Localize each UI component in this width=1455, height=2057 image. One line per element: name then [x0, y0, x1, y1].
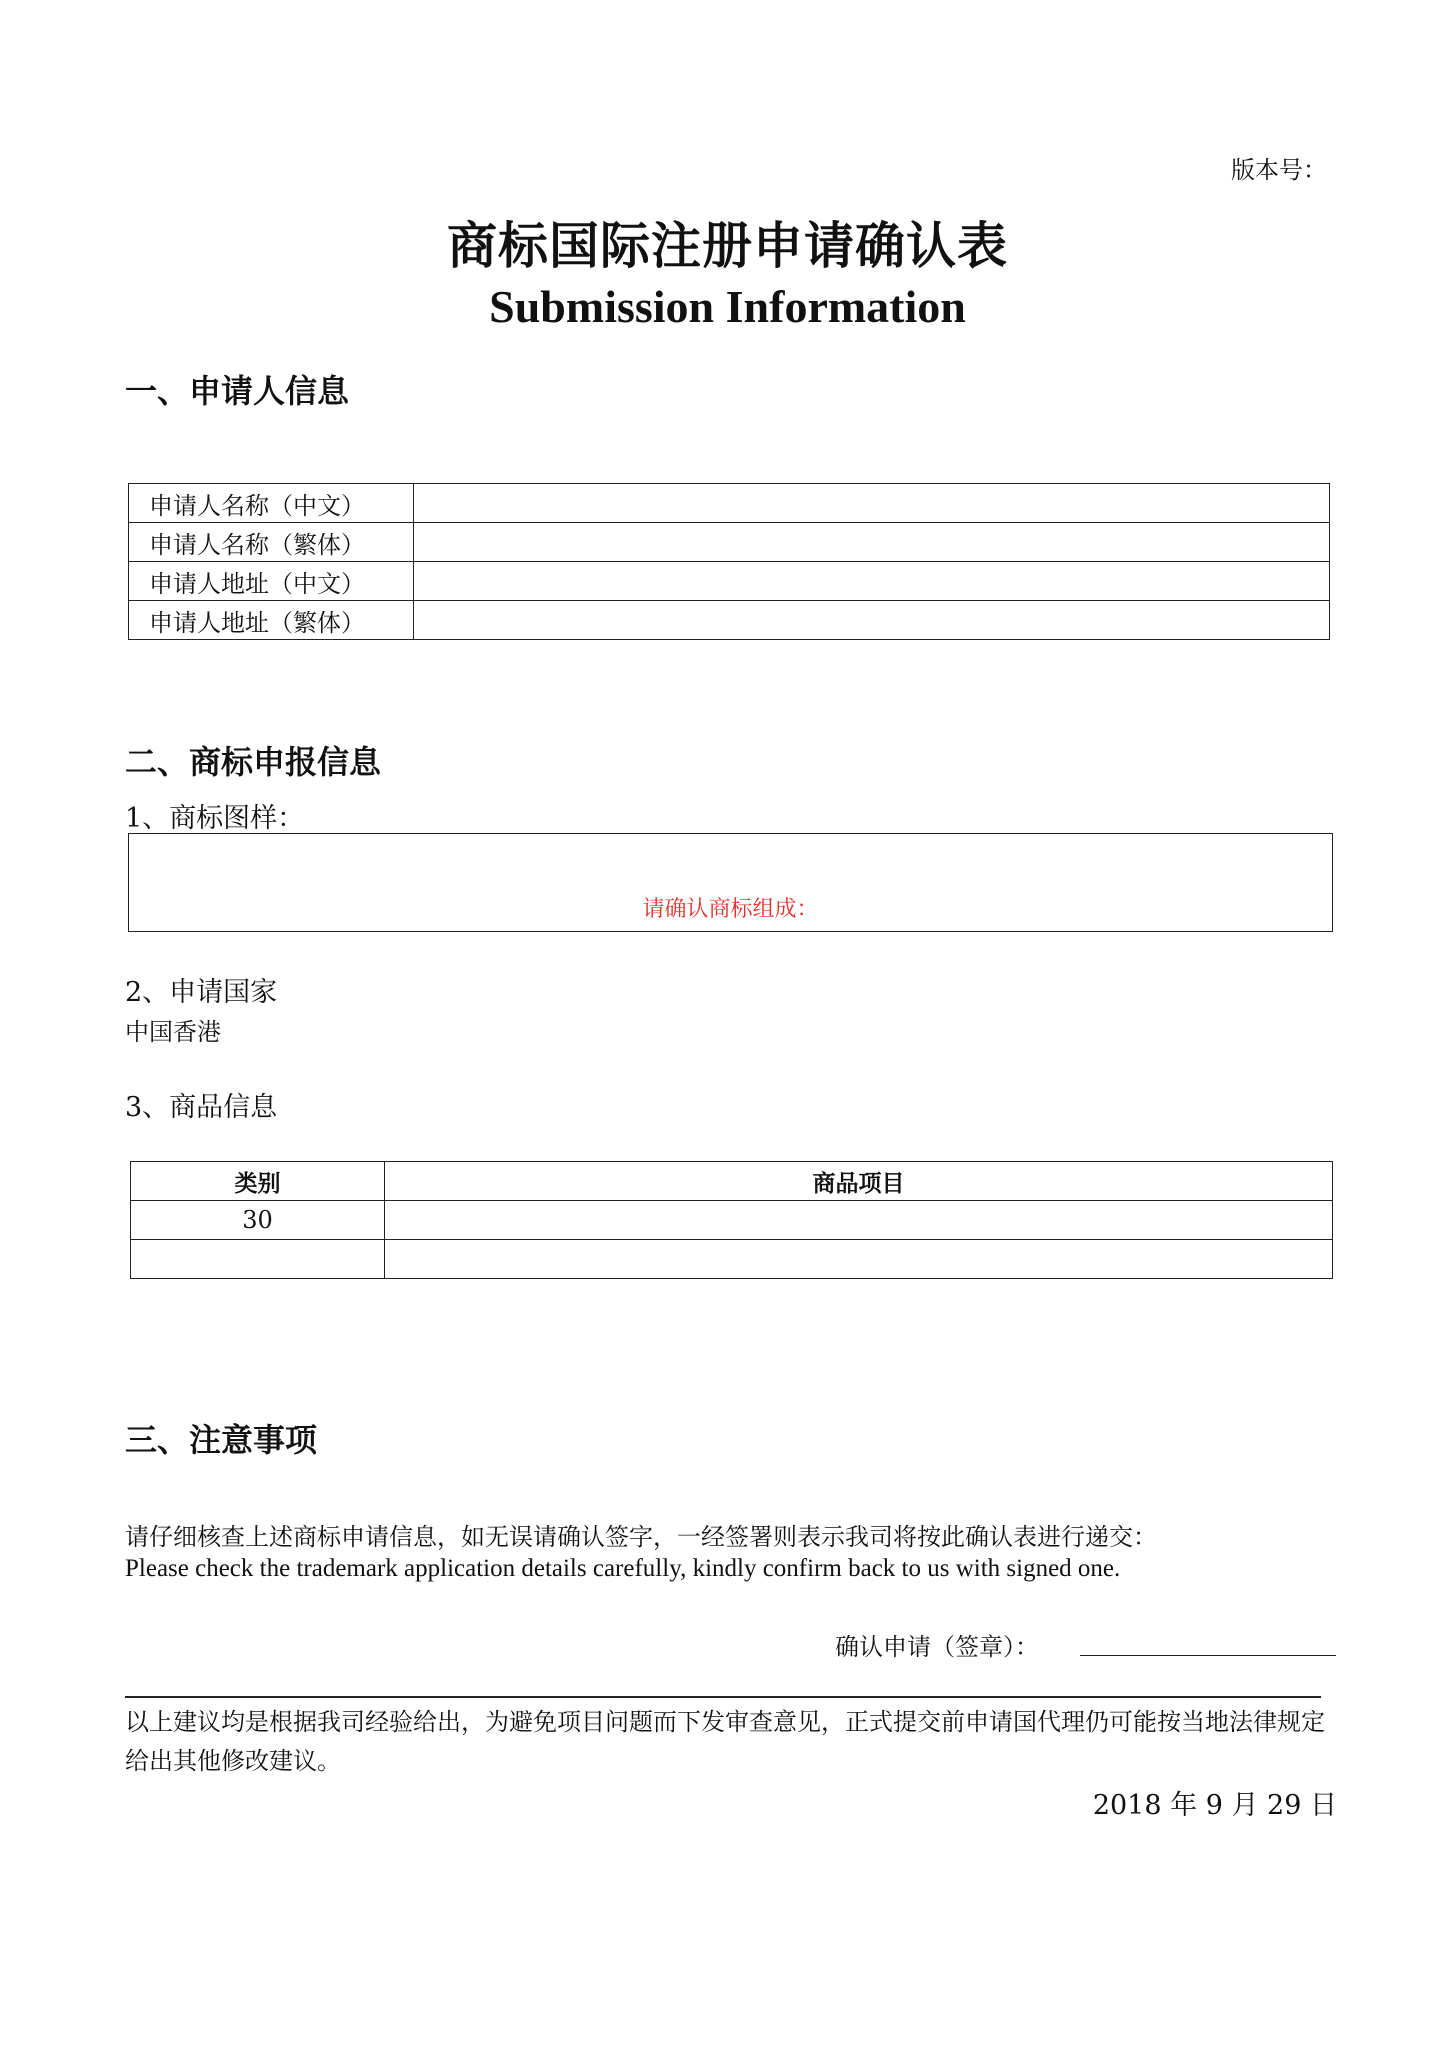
column-header-items: 商品项目 [385, 1162, 1333, 1201]
country-value: 中国香港 [125, 1018, 221, 1046]
goods-label: 3、商品信息 [125, 1092, 278, 1123]
goods-class-cell [131, 1240, 385, 1279]
applicant-name-tc-label: 申请人名称（繁体） [129, 523, 414, 562]
logo-note: 请确认商标组成： [642, 897, 819, 922]
column-header-class: 类别 [131, 1162, 385, 1201]
goods-items-cell [385, 1201, 1333, 1240]
footnote-divider [125, 1696, 1321, 1698]
signature-line [1080, 1655, 1336, 1656]
page-title-en: Submission Information [489, 281, 966, 332]
applicant-table [128, 483, 1330, 640]
notice-en: Please check the trademark application details carefully, kindly confirm back to us with signed one. [125, 1555, 1121, 1582]
version-label: 版本号： [1231, 156, 1327, 184]
goods-items-cell [385, 1240, 1333, 1279]
table-row [129, 562, 1330, 601]
document-date: 2018 年 9 月 29 日 [1092, 1790, 1337, 1821]
notice-cn: 请仔细核查上述商标申请信息，如无误请确认签字，一经签署则表示我司将按此确认表进行递交： [125, 1523, 1157, 1551]
applicant-address-cn-label: 申请人地址（中文） [129, 562, 414, 601]
table-row [131, 1201, 1333, 1240]
table-header-row [131, 1162, 1333, 1201]
applicant-name-tc-value [414, 523, 1330, 562]
section-heading-notes: 三、注意事项 [125, 1421, 318, 1459]
table-row [129, 601, 1330, 640]
footnote-text: 以上建议均是根据我司经验给出，为避免项目问题而下发审查意见，正式提交前申请国代理仍可能按当地法律规定给出其他修改建议。 [125, 1708, 1325, 1775]
section-heading-trademark: 二、商标申报信息 [125, 743, 382, 781]
applicant-address-cn-value [414, 562, 1330, 601]
sign-label: 确认申请（签章）： [835, 1633, 1039, 1661]
applicant-name-cn-value [414, 484, 1330, 523]
country-label: 2、申请国家 [125, 977, 278, 1008]
table-row [129, 484, 1330, 523]
goods-class-cell: 30 [131, 1201, 385, 1240]
logo-label: 1、商标图样： [125, 803, 305, 834]
page-title-cn: 商标国际注册申请确认表 [447, 217, 1008, 275]
applicant-address-tc-label: 申请人地址（繁体） [129, 601, 414, 640]
table-row [131, 1240, 1333, 1279]
trademark-logo-box [128, 833, 1333, 932]
table-row [129, 523, 1330, 562]
section-heading-applicant: 一、申请人信息 [125, 372, 350, 410]
applicant-name-cn-label: 申请人名称（中文） [129, 484, 414, 523]
applicant-address-tc-value [414, 601, 1330, 640]
goods-table [130, 1161, 1333, 1279]
